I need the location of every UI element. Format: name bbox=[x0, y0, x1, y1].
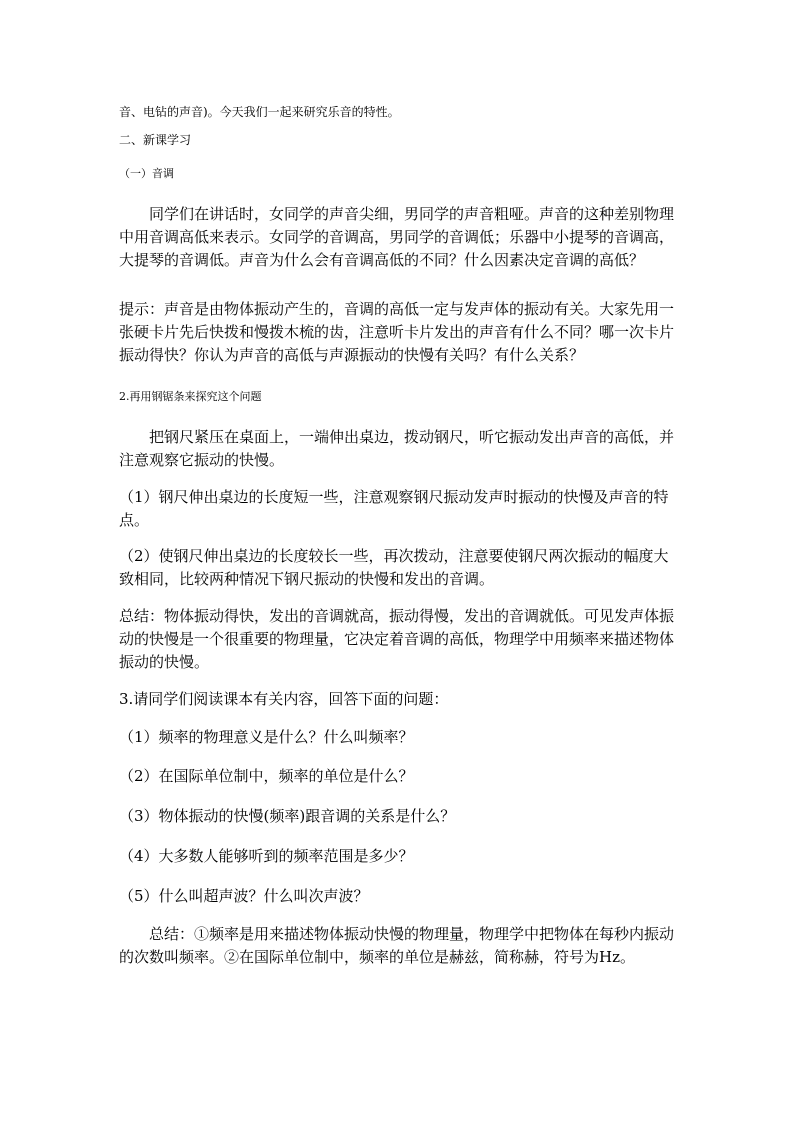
step-2: （2）使钢尺伸出桌边的长度较长一些，再次拨动，注意要使钢尺两次振动的幅度大致相同，比较两种情况下钢尺振动的快慢和发出的音调。 bbox=[119, 547, 669, 588]
item-heading-saw-blade: 2.再用钢锯条来探究这个问题 bbox=[119, 390, 262, 403]
intro-line: 音、电钻的声音)。今天我们一起来研究乐音的特性。 bbox=[119, 105, 400, 119]
question-4: （4）大多数人能够听到的频率范围是多少？ bbox=[119, 847, 414, 865]
paragraph-pitch-intro: 同学们在讲话时，女同学的声音尖细，男同学的声音粗哑。声音的这种差别物理中用音调高低来表示。女同学的音调高，男同学的音调低；乐器中小提琴的音调高，大提琴的音调低。声音为什么会有音调高低的不同？什么因素决定音调的高低？ bbox=[119, 205, 675, 269]
item-heading-reading: 3.请同学们阅读课本有关内容，回答下面的问题： bbox=[119, 690, 449, 708]
summary-definition: 总结：①频率是用来描述物体振动快慢的物理量，物理学中把物体在每秒内振动的次数叫频率。②在国际单位制中，频率的单位是赫兹，简称赫，符号为Hz。 bbox=[119, 925, 675, 966]
question-3: （3）物体振动的快慢(频率)跟音调的关系是什么？ bbox=[119, 807, 456, 825]
question-5: （5）什么叫超声波？什么叫次声波？ bbox=[119, 887, 369, 905]
step-1: （1）钢尺伸出桌边的长度短一些，注意观察钢尺振动发声时振动的快慢及声音的特点。 bbox=[119, 488, 669, 529]
question-2: （2）在国际单位制中，频率的单位是什么？ bbox=[119, 767, 414, 785]
section-heading-new-lesson: 二、新课学习 bbox=[119, 133, 192, 147]
question-1: （1）频率的物理意义是什么？什么叫频率？ bbox=[119, 728, 414, 746]
paragraph-ruler: 把钢尺紧压在桌面上，一端伸出桌边，拨动钢尺，听它振动发出声音的高低，并注意观察它振动的快慢。 bbox=[119, 428, 675, 469]
paragraph-hint: 提示：声音是由物体振动产生的，音调的高低一定与发声体的振动有关。大家先用一张硬卡片先后快拨和慢拨木梳的齿，注意听卡片发出的声音有什么不同？哪一次卡片振动得快？你认为声音的高低与声源振动的快慢有关吗？有什么关系？ bbox=[119, 300, 675, 364]
summary-frequency: 总结：物体振动得快，发出的音调就高，振动得慢，发出的音调就低。可见发声体振动的快慢是一个很重要的物理量，它决定着音调的高低，物理学中用频率来描述物体振动的快慢。 bbox=[119, 607, 675, 671]
subsection-heading-pitch: （一）音调 bbox=[119, 167, 174, 180]
